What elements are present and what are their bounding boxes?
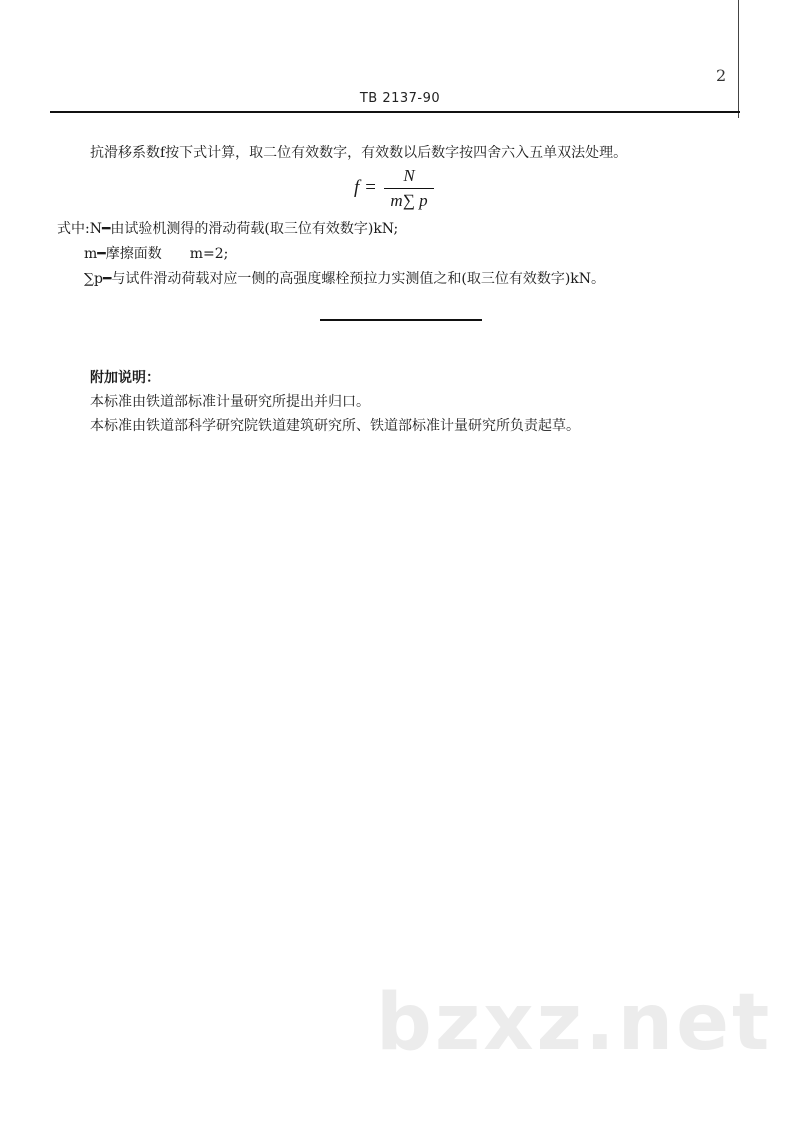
formula [346, 166, 466, 212]
formula-denominator: m∑ p [390, 191, 428, 210]
appendix-line: 本标准由铁道部标准计量研究所提出并归口。 [90, 394, 370, 410]
where-line-m: m━摩擦面数 m=2; [84, 246, 229, 262]
formula-lhs: f = [354, 177, 377, 198]
appendix-line: 本标准由铁道部科学研究院铁道建筑研究所、铁道部标准计量研究所负责起草。 [90, 418, 580, 434]
formula-numerator: N [403, 166, 415, 185]
header-rule [50, 111, 740, 113]
where-line-sum-p: ∑p━与试件滑动荷载对应一侧的高强度螺栓预拉力实测值之和(取三位有效数字)kN。 [84, 271, 606, 287]
appendix-title: 附加说明： [90, 370, 160, 386]
intro-paragraph: 抗滑移系数f按下式计算，取二位有效数字，有效数以后数字按四舍六入五单双法处理。 [90, 145, 628, 161]
page-number: 2 [716, 66, 727, 85]
formula-fraction [384, 166, 434, 211]
fraction-bar [384, 188, 434, 189]
where-line-n: 式中:N━由试验机测得的滑动荷载(取三位有效数字)kN; [57, 221, 399, 237]
watermark: bzxz.net [376, 978, 773, 1068]
standard-code: TB 2137-90 [359, 91, 441, 106]
end-rule [320, 319, 482, 321]
